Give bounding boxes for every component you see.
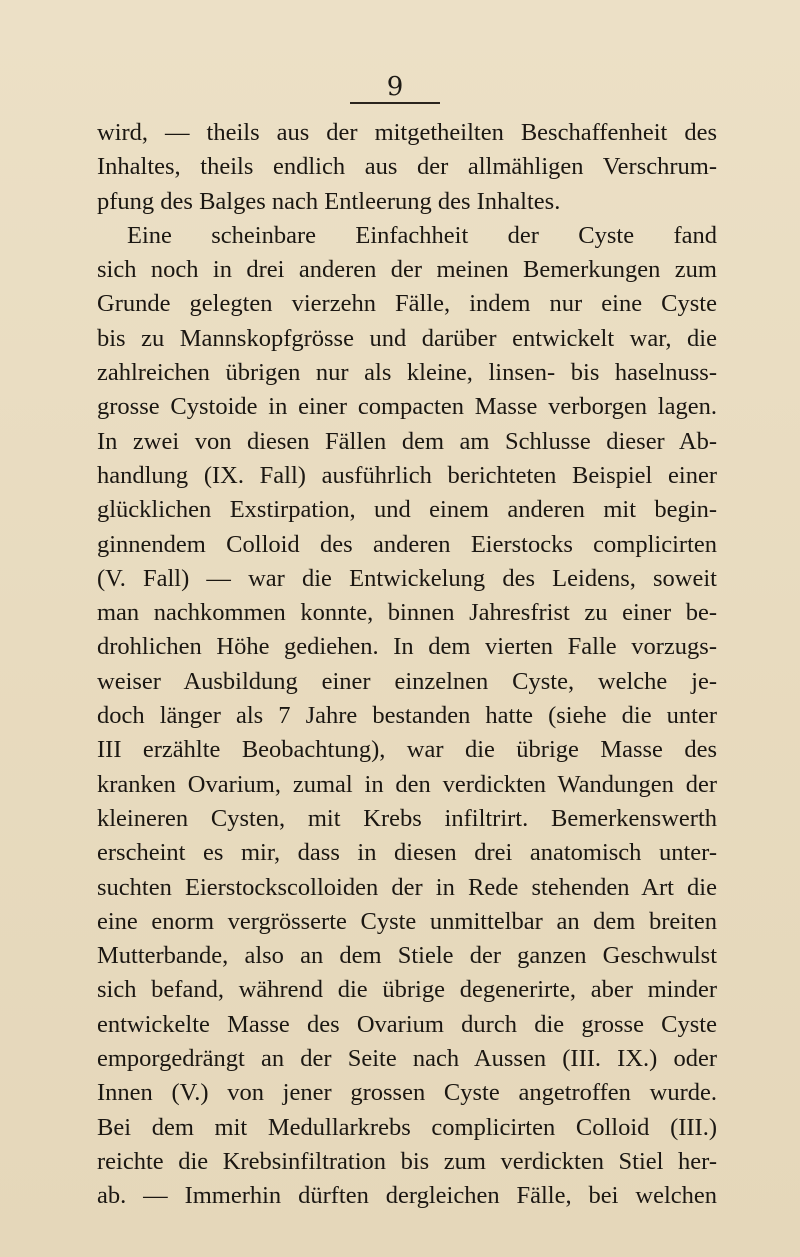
text-line: In zwei von diesen Fällen dem am Schlusse dieser Ab- [97,427,717,455]
text-line: emporgedrängt an der Seite nach Aussen (III. IX.) oder [97,1045,717,1073]
text-line: entwickelte Masse des Ovarium durch die grosse Cyste [97,1010,717,1038]
text-line: wird, — theils aus der mitgetheilten Beschaffenheit des [97,119,717,146]
page-number: 9 [350,72,440,104]
text-line: sich noch in drei anderen der meinen Bemerkungen zum [97,256,717,284]
text-line: bis zu Mannskopfgrösse und darüber entwickelt war, die [97,324,717,352]
text-line: drohlichen Höhe gediehen. In dem vierten Falle vorzugs- [97,633,717,661]
text-line: Eine scheinbare Einfachheit der Cyste fand [127,221,717,249]
text-line: suchten Eierstockscolloiden der in Rede stehenden Art die [97,873,717,901]
text-line: III erzählte Beobachtung), war die übrige Masse des [97,736,717,764]
text-line: doch länger als 7 Jahre bestanden hatte (siehe die unter [97,702,717,730]
text-line: Grunde gelegten vierzehn Fälle, indem nur eine Cyste [97,290,717,318]
text-line: kranken Ovarium, zumal in den verdickten Wandungen der [97,770,717,798]
text-line: Inhaltes, theils endlich aus der allmähligen Verschrum- [97,153,717,181]
text-line: Mutterbande, also an dem Stiele der ganzen Geschwulst [97,942,717,970]
text-line: Bei dem mit Medullarkrebs complicirten Colloid (III.) [97,1113,717,1141]
text-line: zahlreichen übrigen nur als kleine, linsen- bis haselnuss- [97,359,717,387]
text-line: kleineren Cysten, mit Krebs infiltrirt. Bemerkenswerth [97,804,717,832]
text-line: eine enorm vergrösserte Cyste unmittelbar an dem breiten [97,907,717,935]
text-line: erscheint es mir, dass in diesen drei anatomisch unter- [97,839,717,867]
text-line: sich befand, während die übrige degenerirte, aber minder [97,976,717,1004]
text-line: (V. Fall) — war die Entwickelung des Leidens, soweit [97,564,717,592]
text-line: ab. — Immerhin dürften dergleichen Fälle, bei welchen [97,1182,717,1210]
text-line: glücklichen Exstirpation, und einem anderen mit begin- [97,496,717,524]
text-line: grosse Cystoide in einer compacten Masse verborgen lagen. [97,393,717,421]
text-line: reichte die Krebsinfiltration bis zum verdickten Stiel her- [97,1147,717,1175]
text-line: Innen (V.) von jener grossen Cyste angetroffen wurde. [97,1079,717,1107]
text-line: ginnendem Colloid des anderen Eierstocks complicirten [97,530,717,558]
text-line: handlung (IX. Fall) ausführlich berichteten Beispiel einer [97,461,717,489]
text-line: pfung des Balges nach Entleerung des Inhaltes. [97,187,561,215]
body-text [97,116,717,1214]
text-line: weiser Ausbildung einer einzelnen Cyste, welche je- [97,667,717,695]
text-line: man nachkommen konnte, binnen Jahresfrist zu einer be- [97,599,717,627]
